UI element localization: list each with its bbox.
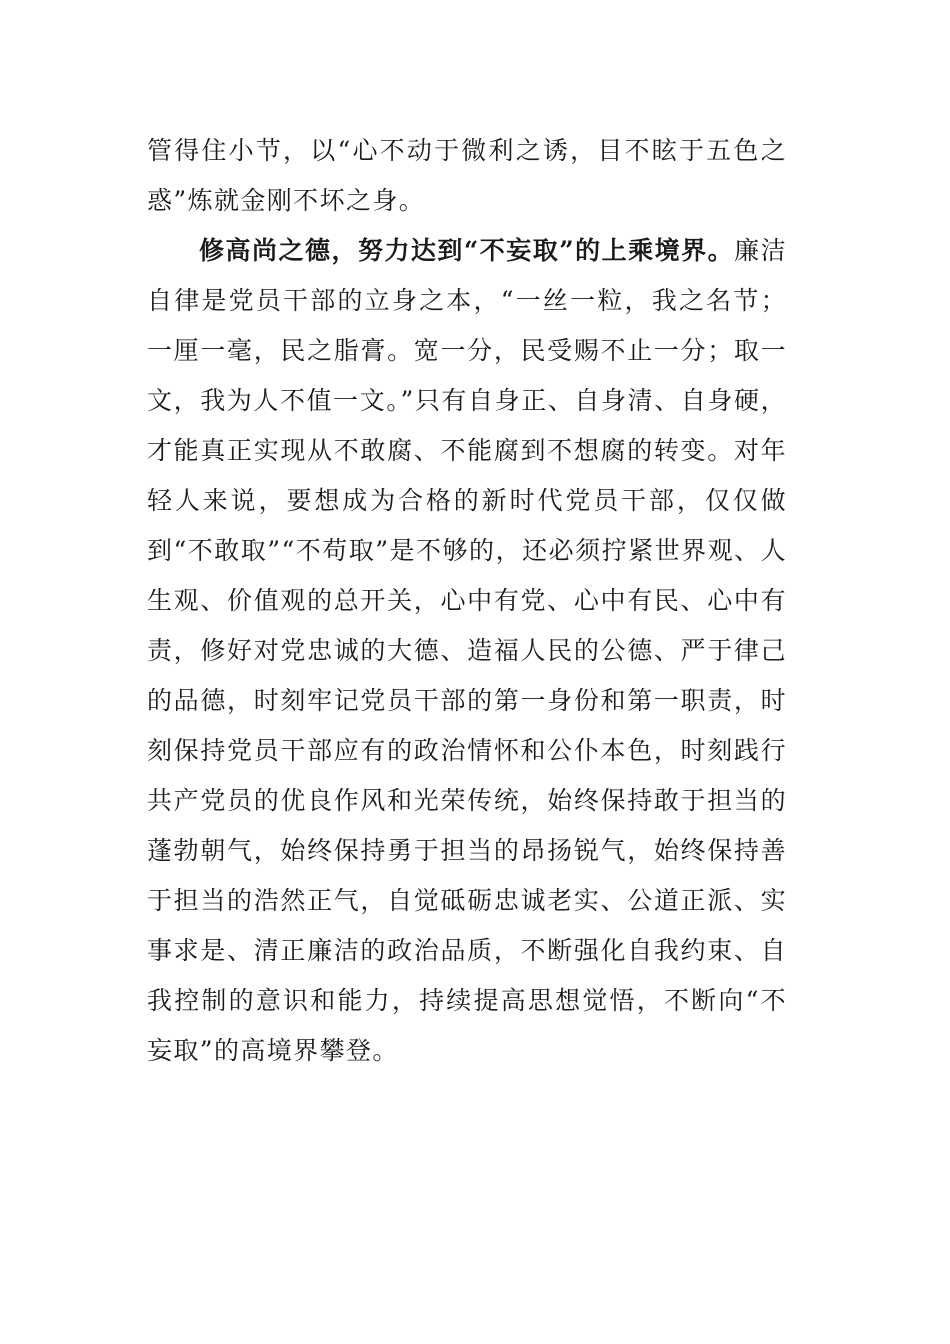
paragraph-virtue xyxy=(147,226,787,1076)
paragraph-2-body: 廉洁自律是党员干部的立身之本，“一丝一粒，我之名节；一厘一毫，民之脂膏。宽一分，民受赐不止一分；取一文，我为人不值一文。”只有自身正、自身清、自身硬，才能真正实现从不敢腐、不能腐到不想腐的转变。对年轻人来说，要想成为合格的新时代党员干部，仅仅做到“不敢取”“不苟取”是不够的，还必须拧紧世界观、人生观、价值观的总开关，心中有党、心中有民、心中有责，修好对党忠诚的大德、造福人民的公德、严于律己的品德，时刻牢记党员干部的第一身份和第一职责，时刻保持党员干部应有的政治情怀和公仆本色，时刻践行共产党员的优良作风和光荣传统，始终保持敢于担当的蓬勃朝气，始终保持勇于担当的昂扬锐气，始终保持善于担当的浩然正气，自觉砥砺忠诚老实、公道正派、实事求是、清正廉洁的政治品质，不断强化自我约束、自我控制的意识和能力，持续提高思想觉悟，不断向“不妄取”的高境界攀登。 xyxy=(147,236,787,1065)
paragraph-continued xyxy=(147,126,787,226)
document-body xyxy=(147,126,787,1076)
paragraph-2-lead-heading: 修高尚之德，努力达到“不妄取”的上乘境界。 xyxy=(199,236,735,265)
paragraph-1-text: 管得住小节，以“心不动于微利之诱，目不眩于五色之惑”炼就金刚不坏之身。 xyxy=(147,136,787,215)
